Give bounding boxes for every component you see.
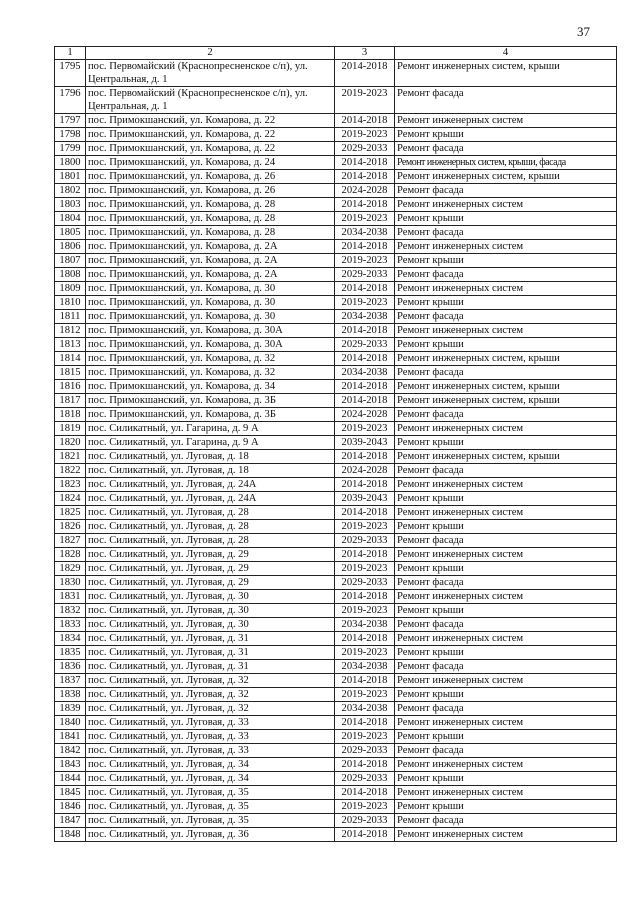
work-type-cell: Ремонт инженерных систем: [395, 786, 617, 800]
row-number-cell: 1810: [55, 296, 86, 310]
row-number-cell: 1818: [55, 408, 86, 422]
period-cell: 2024-2028: [335, 464, 395, 478]
table-row: [55, 548, 617, 562]
period-cell: 2019-2023: [335, 800, 395, 814]
row-number-cell: 1843: [55, 758, 86, 772]
row-number-cell: 1829: [55, 562, 86, 576]
row-number-cell: 1813: [55, 338, 86, 352]
work-type-cell: Ремонт крыши: [395, 212, 617, 226]
period-cell: 2019-2023: [335, 688, 395, 702]
row-number-cell: 1811: [55, 310, 86, 324]
period-cell: 2014-2018: [335, 450, 395, 464]
address-cell: пос. Примокшанский, ул. Комарова, д. 28: [86, 226, 335, 240]
row-number-cell: 1795: [55, 60, 86, 87]
column-header-1: 1: [55, 47, 86, 60]
address-cell: пос. Силикатный, ул. Луговая, д. 33: [86, 730, 335, 744]
address-cell: пос. Силикатный, ул. Гагарина, д. 9 А: [86, 422, 335, 436]
row-number-cell: 1800: [55, 156, 86, 170]
table-row: [55, 87, 617, 114]
table-row: [55, 772, 617, 786]
row-number-cell: 1812: [55, 324, 86, 338]
row-number-cell: 1796: [55, 87, 86, 114]
period-cell: 2014-2018: [335, 548, 395, 562]
address-cell: пос. Примокшанский, ул. Комарова, д. 34: [86, 380, 335, 394]
row-number-cell: 1803: [55, 198, 86, 212]
period-cell: 2024-2028: [335, 184, 395, 198]
address-cell: пос. Силикатный, ул. Луговая, д. 32: [86, 688, 335, 702]
table-row: [55, 562, 617, 576]
table-row: [55, 338, 617, 352]
address-cell: пос. Примокшанский, ул. Комарова, д. 22: [86, 114, 335, 128]
period-cell: 2034-2038: [335, 366, 395, 380]
address-cell: пос. Силикатный, ул. Луговая, д. 35: [86, 800, 335, 814]
row-number-cell: 1837: [55, 674, 86, 688]
table-row: [55, 730, 617, 744]
period-cell: 2029-2033: [335, 338, 395, 352]
work-type-cell: Ремонт фасада: [395, 744, 617, 758]
address-cell: пос. Примокшанский, ул. Комарова, д. 22: [86, 128, 335, 142]
work-type-cell: Ремонт инженерных систем: [395, 422, 617, 436]
table-row: [55, 296, 617, 310]
period-cell: 2019-2023: [335, 422, 395, 436]
address-cell: пос. Силикатный, ул. Луговая, д. 29: [86, 576, 335, 590]
address-cell: пос. Силикатный, ул. Луговая, д. 35: [86, 814, 335, 828]
work-type-cell: Ремонт фасада: [395, 310, 617, 324]
period-cell: 2019-2023: [335, 128, 395, 142]
period-cell: 2014-2018: [335, 786, 395, 800]
period-cell: 2014-2018: [335, 674, 395, 688]
work-type-cell: Ремонт крыши: [395, 436, 617, 450]
table-header-row: [55, 47, 617, 60]
table-row: [55, 254, 617, 268]
period-cell: 2019-2023: [335, 87, 395, 114]
table-row: [55, 422, 617, 436]
row-number-cell: 1828: [55, 548, 86, 562]
work-type-cell: Ремонт фасада: [395, 464, 617, 478]
address-cell: пос. Примокшанский, ул. Комарова, д. 26: [86, 184, 335, 198]
table-row: [55, 268, 617, 282]
row-number-cell: 1833: [55, 618, 86, 632]
work-type-cell: Ремонт инженерных систем: [395, 758, 617, 772]
work-type-cell: Ремонт инженерных систем: [395, 548, 617, 562]
work-type-cell: Ремонт фасада: [395, 142, 617, 156]
period-cell: 2029-2033: [335, 772, 395, 786]
work-type-cell: Ремонт инженерных систем, крыши: [395, 170, 617, 184]
table-row: [55, 170, 617, 184]
address-cell: пос. Силикатный, ул. Луговая, д. 34: [86, 758, 335, 772]
address-cell: пос. Примокшанский, ул. Комарова, д. 30: [86, 282, 335, 296]
address-cell: пос. Силикатный, ул. Луговая, д. 28: [86, 506, 335, 520]
work-type-cell: Ремонт инженерных систем: [395, 828, 617, 842]
row-number-cell: 1814: [55, 352, 86, 366]
period-cell: 2014-2018: [335, 506, 395, 520]
row-number-cell: 1817: [55, 394, 86, 408]
period-cell: 2024-2028: [335, 408, 395, 422]
work-type-cell: Ремонт инженерных систем, крыши: [395, 394, 617, 408]
work-type-cell: Ремонт фасада: [395, 660, 617, 674]
table-row: [55, 758, 617, 772]
period-cell: 2019-2023: [335, 730, 395, 744]
period-cell: 2014-2018: [335, 380, 395, 394]
address-cell: пос. Силикатный, ул. Луговая, д. 30: [86, 604, 335, 618]
period-cell: 2039-2043: [335, 436, 395, 450]
table-row: [55, 240, 617, 254]
table-row: [55, 632, 617, 646]
row-number-cell: 1798: [55, 128, 86, 142]
work-type-cell: Ремонт крыши: [395, 646, 617, 660]
row-number-cell: 1801: [55, 170, 86, 184]
column-header-2: 2: [86, 47, 335, 60]
period-cell: 2014-2018: [335, 758, 395, 772]
table-row: [55, 310, 617, 324]
work-type-cell: Ремонт инженерных систем: [395, 114, 617, 128]
address-cell: пос. Силикатный, ул. Луговая, д. 30: [86, 618, 335, 632]
work-type-cell: Ремонт инженерных систем: [395, 590, 617, 604]
period-cell: 2014-2018: [335, 60, 395, 87]
table-row: [55, 366, 617, 380]
table-row: [55, 114, 617, 128]
period-cell: 2019-2023: [335, 604, 395, 618]
table-row: [55, 436, 617, 450]
work-type-cell: Ремонт крыши: [395, 688, 617, 702]
row-number-cell: 1836: [55, 660, 86, 674]
table-row: [55, 716, 617, 730]
work-type-cell: Ремонт фасада: [395, 366, 617, 380]
period-cell: 2029-2033: [335, 744, 395, 758]
repair-schedule-table: [54, 46, 617, 842]
work-type-cell: Ремонт инженерных систем, крыши, фасада: [395, 156, 617, 170]
work-type-cell: Ремонт инженерных систем: [395, 282, 617, 296]
table-row: [55, 324, 617, 338]
table-row: [55, 520, 617, 534]
address-cell: пос. Примокшанский, ул. Комарова, д. 30: [86, 310, 335, 324]
table-row: [55, 450, 617, 464]
row-number-cell: 1806: [55, 240, 86, 254]
work-type-cell: Ремонт фасада: [395, 87, 617, 114]
row-number-cell: 1799: [55, 142, 86, 156]
period-cell: 2019-2023: [335, 254, 395, 268]
table-row: [55, 828, 617, 842]
work-type-cell: Ремонт инженерных систем: [395, 478, 617, 492]
work-type-cell: Ремонт фасада: [395, 618, 617, 632]
period-cell: 2029-2033: [335, 534, 395, 548]
period-cell: 2014-2018: [335, 716, 395, 730]
table-row: [55, 744, 617, 758]
work-type-cell: Ремонт фасада: [395, 184, 617, 198]
work-type-cell: Ремонт крыши: [395, 338, 617, 352]
row-number-cell: 1809: [55, 282, 86, 296]
table-row: [55, 464, 617, 478]
table-row: [55, 590, 617, 604]
work-type-cell: Ремонт инженерных систем: [395, 506, 617, 520]
work-type-cell: Ремонт инженерных систем: [395, 240, 617, 254]
address-cell: пос. Силикатный, ул. Луговая, д. 28: [86, 520, 335, 534]
row-number-cell: 1835: [55, 646, 86, 660]
table-row: [55, 800, 617, 814]
table-row: [55, 576, 617, 590]
row-number-cell: 1846: [55, 800, 86, 814]
row-number-cell: 1832: [55, 604, 86, 618]
table-row: [55, 408, 617, 422]
work-type-cell: Ремонт инженерных систем, крыши: [395, 352, 617, 366]
table-row: [55, 506, 617, 520]
table-row: [55, 212, 617, 226]
row-number-cell: 1848: [55, 828, 86, 842]
address-cell: пос. Примокшанский, ул. Комарова, д. 30А: [86, 338, 335, 352]
address-cell: пос. Силикатный, ул. Луговая, д. 31: [86, 646, 335, 660]
row-number-cell: 1816: [55, 380, 86, 394]
row-number-cell: 1808: [55, 268, 86, 282]
address-cell: пос. Силикатный, ул. Луговая, д. 29: [86, 562, 335, 576]
address-cell: пос. Примокшанский, ул. Комарова, д. 30: [86, 296, 335, 310]
work-type-cell: Ремонт фасада: [395, 408, 617, 422]
table-row: [55, 618, 617, 632]
row-number-cell: 1805: [55, 226, 86, 240]
row-number-cell: 1819: [55, 422, 86, 436]
row-number-cell: 1824: [55, 492, 86, 506]
table-row: [55, 478, 617, 492]
address-cell: пос. Примокшанский, ул. Комарова, д. 32: [86, 366, 335, 380]
period-cell: 2014-2018: [335, 156, 395, 170]
row-number-cell: 1841: [55, 730, 86, 744]
table-row: [55, 702, 617, 716]
work-type-cell: Ремонт фасада: [395, 814, 617, 828]
table-row: [55, 660, 617, 674]
row-number-cell: 1842: [55, 744, 86, 758]
address-cell: пос. Силикатный, ул. Луговая, д. 33: [86, 716, 335, 730]
period-cell: 2019-2023: [335, 520, 395, 534]
address-cell: пос. Примокшанский, ул. Комарова, д. 32: [86, 352, 335, 366]
address-cell: пос. Силикатный, ул. Луговая, д. 36: [86, 828, 335, 842]
address-cell: пос. Первомайский (Краснопресненское с/п), ул. Центральная, д. 1: [86, 60, 335, 87]
work-type-cell: Ремонт инженерных систем: [395, 198, 617, 212]
period-cell: 2014-2018: [335, 352, 395, 366]
work-type-cell: Ремонт крыши: [395, 772, 617, 786]
table-row: [55, 282, 617, 296]
address-cell: пос. Силикатный, ул. Луговая, д. 18: [86, 464, 335, 478]
period-cell: 2034-2038: [335, 660, 395, 674]
period-cell: 2014-2018: [335, 324, 395, 338]
work-type-cell: Ремонт крыши: [395, 492, 617, 506]
table-row: [55, 688, 617, 702]
address-cell: пос. Силикатный, ул. Луговая, д. 32: [86, 674, 335, 688]
page-number: 37: [577, 24, 590, 39]
work-type-cell: Ремонт фасада: [395, 534, 617, 548]
row-number-cell: 1797: [55, 114, 86, 128]
period-cell: 2019-2023: [335, 296, 395, 310]
address-cell: пос. Силикатный, ул. Луговая, д. 29: [86, 548, 335, 562]
table-row: [55, 352, 617, 366]
work-type-cell: Ремонт фасада: [395, 226, 617, 240]
period-cell: 2014-2018: [335, 632, 395, 646]
address-cell: пос. Примокшанский, ул. Комарова, д. 28: [86, 198, 335, 212]
row-number-cell: 1807: [55, 254, 86, 268]
address-cell: пос. Силикатный, ул. Луговая, д. 34: [86, 772, 335, 786]
period-cell: 2014-2018: [335, 590, 395, 604]
work-type-cell: Ремонт инженерных систем: [395, 632, 617, 646]
period-cell: 2039-2043: [335, 492, 395, 506]
work-type-cell: Ремонт крыши: [395, 562, 617, 576]
row-number-cell: 1830: [55, 576, 86, 590]
address-cell: пос. Силикатный, ул. Луговая, д. 32: [86, 702, 335, 716]
table-row: [55, 142, 617, 156]
address-cell: пос. Примокшанский, ул. Комарова, д. 24: [86, 156, 335, 170]
work-type-cell: Ремонт инженерных систем: [395, 674, 617, 688]
address-cell: пос. Силикатный, ул. Луговая, д. 24А: [86, 492, 335, 506]
column-header-4: 4: [395, 47, 617, 60]
address-cell: пос. Силикатный, ул. Луговая, д. 24А: [86, 478, 335, 492]
row-number-cell: 1826: [55, 520, 86, 534]
address-cell: пос. Силикатный, ул. Луговая, д. 31: [86, 660, 335, 674]
address-cell: пос. Примокшанский, ул. Комарова, д. 26: [86, 170, 335, 184]
table-row: [55, 60, 617, 87]
period-cell: 2014-2018: [335, 282, 395, 296]
address-cell: пос. Силикатный, ул. Луговая, д. 18: [86, 450, 335, 464]
column-header-3: 3: [335, 47, 395, 60]
period-cell: 2014-2018: [335, 198, 395, 212]
row-number-cell: 1831: [55, 590, 86, 604]
period-cell: 2019-2023: [335, 562, 395, 576]
period-cell: 2034-2038: [335, 618, 395, 632]
period-cell: 2014-2018: [335, 394, 395, 408]
address-cell: пос. Примокшанский, ул. Комарова, д. 2А: [86, 254, 335, 268]
work-type-cell: Ремонт инженерных систем, крыши: [395, 60, 617, 87]
address-cell: пос. Силикатный, ул. Гагарина, д. 9 А: [86, 436, 335, 450]
address-cell: пос. Силикатный, ул. Луговая, д. 28: [86, 534, 335, 548]
period-cell: 2014-2018: [335, 170, 395, 184]
work-type-cell: Ремонт крыши: [395, 254, 617, 268]
row-number-cell: 1827: [55, 534, 86, 548]
table-row: [55, 394, 617, 408]
work-type-cell: Ремонт инженерных систем, крыши: [395, 450, 617, 464]
period-cell: 2014-2018: [335, 240, 395, 254]
row-number-cell: 1822: [55, 464, 86, 478]
row-number-cell: 1802: [55, 184, 86, 198]
work-type-cell: Ремонт инженерных систем, крыши: [395, 380, 617, 394]
row-number-cell: 1840: [55, 716, 86, 730]
row-number-cell: 1820: [55, 436, 86, 450]
table-row: [55, 156, 617, 170]
period-cell: 2029-2033: [335, 268, 395, 282]
work-type-cell: Ремонт инженерных систем: [395, 324, 617, 338]
row-number-cell: 1838: [55, 688, 86, 702]
table-row: [55, 814, 617, 828]
address-cell: пос. Силикатный, ул. Луговая, д. 31: [86, 632, 335, 646]
period-cell: 2029-2033: [335, 142, 395, 156]
address-cell: пос. Силикатный, ул. Луговая, д. 30: [86, 590, 335, 604]
period-cell: 2019-2023: [335, 646, 395, 660]
row-number-cell: 1815: [55, 366, 86, 380]
table-row: [55, 198, 617, 212]
table-row: [55, 184, 617, 198]
address-cell: пос. Примокшанский, ул. Комарова, д. 28: [86, 212, 335, 226]
period-cell: 2014-2018: [335, 114, 395, 128]
work-type-cell: Ремонт крыши: [395, 730, 617, 744]
row-number-cell: 1823: [55, 478, 86, 492]
table-row: [55, 646, 617, 660]
period-cell: 2034-2038: [335, 702, 395, 716]
period-cell: 2014-2018: [335, 478, 395, 492]
table-row: [55, 226, 617, 240]
period-cell: 2034-2038: [335, 310, 395, 324]
row-number-cell: 1825: [55, 506, 86, 520]
address-cell: пос. Примокшанский, ул. Комарова, д. 22: [86, 142, 335, 156]
address-cell: пос. Примокшанский, ул. Комарова, д. 2А: [86, 268, 335, 282]
table-row: [55, 492, 617, 506]
period-cell: 2029-2033: [335, 814, 395, 828]
address-cell: пос. Силикатный, ул. Луговая, д. 35: [86, 786, 335, 800]
address-cell: пос. Примокшанский, ул. Комарова, д. 3Б: [86, 394, 335, 408]
row-number-cell: 1844: [55, 772, 86, 786]
work-type-cell: Ремонт крыши: [395, 296, 617, 310]
table-row: [55, 674, 617, 688]
work-type-cell: Ремонт фасада: [395, 576, 617, 590]
table-body: [55, 60, 617, 842]
address-cell: пос. Примокшанский, ул. Комарова, д. 3Б: [86, 408, 335, 422]
row-number-cell: 1839: [55, 702, 86, 716]
address-cell: пос. Силикатный, ул. Луговая, д. 33: [86, 744, 335, 758]
period-cell: 2014-2018: [335, 828, 395, 842]
work-type-cell: Ремонт крыши: [395, 128, 617, 142]
work-type-cell: Ремонт крыши: [395, 520, 617, 534]
table-row: [55, 380, 617, 394]
row-number-cell: 1847: [55, 814, 86, 828]
period-cell: 2019-2023: [335, 212, 395, 226]
address-cell: пос. Примокшанский, ул. Комарова, д. 30А: [86, 324, 335, 338]
table-row: [55, 534, 617, 548]
row-number-cell: 1834: [55, 632, 86, 646]
work-type-cell: Ремонт фасада: [395, 702, 617, 716]
row-number-cell: 1821: [55, 450, 86, 464]
table-row: [55, 128, 617, 142]
period-cell: 2029-2033: [335, 576, 395, 590]
period-cell: 2034-2038: [335, 226, 395, 240]
table-row: [55, 604, 617, 618]
address-cell: пос. Примокшанский, ул. Комарова, д. 2А: [86, 240, 335, 254]
row-number-cell: 1845: [55, 786, 86, 800]
work-type-cell: Ремонт инженерных систем: [395, 716, 617, 730]
address-cell: пос. Первомайский (Краснопресненское с/п), ул. Центральная, д. 1: [86, 87, 335, 114]
work-type-cell: Ремонт крыши: [395, 800, 617, 814]
row-number-cell: 1804: [55, 212, 86, 226]
work-type-cell: Ремонт фасада: [395, 268, 617, 282]
work-type-cell: Ремонт крыши: [395, 604, 617, 618]
table-row: [55, 786, 617, 800]
